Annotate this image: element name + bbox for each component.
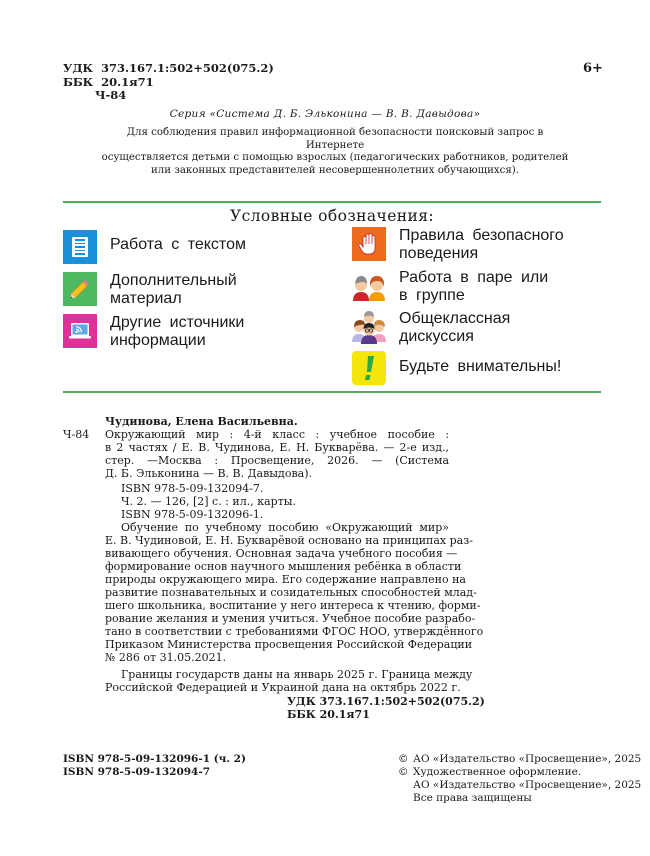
- legend-label: Другие источники: [110, 314, 245, 331]
- legend-item-sources: [63, 314, 244, 350]
- isbn-total: ISBN 978-5-09-132094-7: [63, 766, 211, 778]
- isbn-line: ISBN 978-5-09-132096-1.: [121, 508, 264, 521]
- copyright-icon: ©: [398, 766, 409, 778]
- exclamation-icon: [352, 351, 386, 385]
- bbk-code: ББК 20.1я71: [63, 74, 154, 89]
- isbn-part: ISBN 978-5-09-132096-1 (ч. 2): [63, 753, 246, 765]
- pencil-icon: [63, 272, 97, 306]
- legend-item-text: [63, 230, 246, 264]
- annotation-line: № 286 от 31.05.2021.: [105, 651, 227, 664]
- text-document-icon: [63, 230, 97, 264]
- book-title-block: [105, 428, 449, 480]
- annotation-line: вивающего обучения. Основная задача учебного пособия —: [105, 547, 458, 560]
- borders-note: [105, 668, 473, 694]
- annotation: [105, 521, 484, 664]
- legend-label: Дополнительный: [110, 272, 237, 289]
- classification-codes: [63, 62, 274, 103]
- author-code: Ч-84: [63, 428, 90, 441]
- age-rating: 6+: [583, 61, 603, 76]
- copyright-line: АО «Издательство «Просвещение», 2025: [413, 779, 642, 791]
- laptop-rss-icon: [63, 314, 97, 348]
- notice-line: осуществляется детьми с помощью взрослых (педагогических работников, родителей: [101, 152, 569, 163]
- author-name: Чудинова, Елена Васильевна.: [105, 415, 298, 428]
- legend-label: дискуссия: [399, 328, 474, 345]
- annotation-line: рование желания и умения учиться. Учебное пособие разрабо-: [105, 612, 476, 625]
- class-group-icon: [352, 310, 386, 344]
- pair-people-icon: [352, 269, 386, 303]
- legend-item-pair: [352, 269, 548, 305]
- annotation-line: развитие познавательных и созидательных способностей млад-: [105, 586, 477, 599]
- annotation-line: природы окружающего мира. Его содержание направлено на: [105, 573, 466, 586]
- borders-line: Границы государств даны на январь 2025 г. Граница между: [121, 668, 473, 681]
- legend-item-discussion: [352, 310, 510, 346]
- title-line: в 2 частях / Е. В. Чудинова, Е. Н. Букварёва. — 2-е изд.,: [105, 441, 449, 454]
- legend-label: Работа в паре или: [399, 269, 549, 286]
- legend-label: Работа с текстом: [110, 236, 246, 253]
- isbn-line: Ч. 2. — 126, [2] с. : ил., карты.: [121, 495, 297, 508]
- isbn-line: ISBN 978-5-09-132094-7.: [121, 482, 264, 495]
- title-line: Д. Б. Эльконина — В. В. Давыдова).: [105, 467, 312, 480]
- udk-code: УДК 373.167.1:502+502(075.2): [63, 61, 274, 75]
- legend-label: в группе: [399, 287, 465, 304]
- legend-label: Общеклассная: [399, 310, 511, 327]
- annotation-line: Е. В. Чудиновой, Е. Н. Букварёвой основано на принципах раз-: [105, 534, 473, 547]
- copyright-icon: ©: [398, 753, 409, 765]
- legend-title: Условные обозначения:: [229, 207, 435, 225]
- legend-item-attention: [352, 351, 561, 385]
- series-title: Серия «Система Д. Б. Эльконина — В. В. Давыдова»: [169, 108, 481, 120]
- bbk-code: ББК 20.1я71: [287, 708, 370, 721]
- footer-copyright: [398, 753, 641, 805]
- legend-item-extra: [63, 272, 237, 308]
- legend-item-safety: [352, 227, 564, 263]
- udk-code: УДК 373.167.1:502+502(075.2): [287, 695, 485, 708]
- annotation-line: шего школьника, воспитание у него интереса к чтению, форми-: [105, 599, 481, 612]
- borders-line: Российской Федерацией и Украиной дана на октябрь 2022 г.: [105, 681, 461, 694]
- title-line: стер. —Москва : Просвещение, 2026. — (Система: [105, 454, 449, 467]
- legend-label: Правила безопасного: [399, 227, 564, 244]
- footer-isbn: [63, 753, 246, 779]
- notice-line: Для соблюдения правил информационной безопасности поисковый запрос в Интернете: [126, 127, 544, 151]
- copyright-line: АО «Издательство «Просвещение», 2025: [413, 753, 642, 765]
- notice-line: или законных представителей несовершеннолетних обучающихся).: [151, 164, 519, 176]
- stop-hand-icon: [352, 227, 386, 261]
- annotation-line: Обучение по учебному пособию «Окружающий мир»: [121, 521, 449, 534]
- annotation-line: тано в соответствии с требованиями ФГОС НОО, утверждённого: [105, 625, 484, 638]
- title-line: Окружающий мир : 4-й класс : учебное пособие :: [105, 428, 449, 441]
- legend-label: Будьте внимательны!: [399, 358, 562, 375]
- annotation-line: Приказом Министерства просвещения Российской Федерации: [105, 638, 473, 651]
- author-code: Ч-84: [95, 88, 127, 102]
- legend-label: материал: [110, 290, 182, 307]
- safety-notice: [100, 127, 570, 177]
- isbn-list: [121, 482, 296, 521]
- classification-footer: [287, 695, 485, 721]
- annotation-line: формирование основ научного мышления ребёнка в области: [105, 560, 462, 573]
- legend-label: поведения: [399, 245, 479, 262]
- rights-reserved: Все права защищены: [413, 792, 532, 804]
- legend-label: информации: [110, 332, 206, 349]
- copyright-line: Художественное оформление.: [413, 766, 582, 778]
- legend-box: [63, 201, 601, 393]
